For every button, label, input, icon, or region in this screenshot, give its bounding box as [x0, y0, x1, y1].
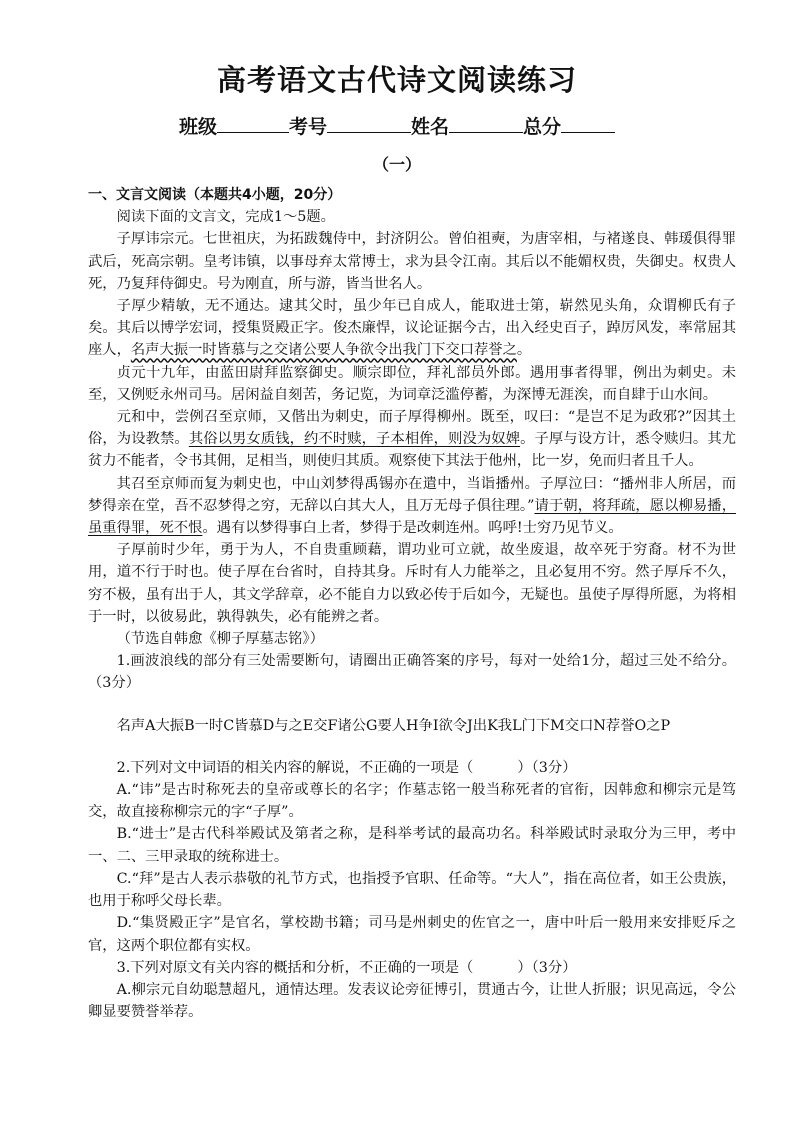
paragraph-2-end: 。 [516, 342, 532, 359]
passage-paragraph-4 [88, 406, 736, 473]
question-3-points: ）（3分） [517, 959, 577, 976]
passage-source: （节选自韩愈《柳子厚墓志铭》） [116, 631, 324, 648]
name-label: 姓名 [411, 116, 450, 138]
paragraph-4-text: 元和中，尝例召至京师，又偕出为刺史，而子厚得柳州。既至，叹曰：“是岂不足为政邪?”因其土俗，为设教禁。 [88, 409, 736, 448]
spacer [88, 737, 736, 757]
section-number: （一） [372, 155, 421, 174]
paragraph-5-text: 其召至京师而复为刺史也，中山刘梦得禹锡亦在遣中，当诣播州。子厚泣曰：“播州非人所居，而梦得亲在堂，吾不忍梦得之穷，无辞以白其大人，且万无母子俱往理。” [88, 475, 736, 514]
passage-paragraph-6: 子厚前时少年，勇于为人，不自贵重顾藉，谓功业可立就，故坐废退，故卒死于穷裔。材不为世用，道不行于时也。使子厚在台省时，自持其身。斥时有人力能举之，且必复用不穷。然子厚斥不久，穷不极，虽有出于人，其文学辞章，必不能自力以致必传于后如今，无疑也。虽使子厚得所愿，为将相于一时，以彼易此，孰得孰失，必有能辨之者。 [88, 542, 736, 625]
wavy-underlined-sentence: 名声大振一时皆慕与之交诸公要人争欲令出我门下交口荐誉之 [130, 342, 517, 359]
class-label: 班级 [178, 116, 217, 138]
underlined-sentence-1: 其俗以男女质钱，约不时赎，子本相侔，则没为奴婢 [188, 431, 521, 448]
class-blank[interactable] [217, 114, 289, 133]
score-blank[interactable] [561, 114, 615, 133]
question-3-option-a: A.柳宗元自幼聪慧超凡，通情达理。发表议论旁征博引，贯通古今，让世人折服；识见高远，令公卿显要赞誉举荐。 [88, 981, 736, 1021]
part-instruction: 阅读下面的文言文，完成1～5题。 [116, 209, 335, 226]
passage-paragraph-5 [88, 473, 736, 540]
question-1-options[interactable]: 名声A大振B一时C皆慕D与之E交F诸公G要人H争I欲令J出K我L门下M交口N荐誉O之P [116, 717, 671, 734]
document-title: 高考语文古代诗文阅读练习 [216, 63, 577, 97]
exam-no-label: 考号 [288, 116, 327, 138]
question-2-option-b: B.“进士”是古代科举殿试及第者之称，是科举考试的最高功名。科举殿试时录取分为三甲，考中一、二、三甲录取的统称进士。 [88, 826, 736, 865]
underlined-sentence-2: 请于朝，将拜疏，愿以柳易播，虽重得罪，死不恨 [88, 497, 737, 537]
document-body [88, 184, 736, 1023]
name-blank[interactable] [449, 114, 523, 133]
question-2-option-d: D.“集贤殿正字”是官名，掌校勘书籍；司马是州刺史的佐官之一，唐中叶后一般用来安排贬斥之官，这两个职位都有实权。 [88, 915, 736, 954]
question-1-stem: 1.画波浪线的部分有三处需要断句，请圈出正确答案的序号，每对一处给1分，超过三处不给分。（3分） [88, 653, 736, 692]
question-2-option-c: C.“拜”是古人表示恭敬的礼节方式，也指授予官职、任命等。“大人”，指在高位者，如王公贵族，也用于称呼父母长辈。 [88, 870, 736, 910]
score-label: 总分 [523, 116, 562, 138]
question-2-points: ）（3分） [517, 759, 577, 776]
question-3-stem [88, 957, 736, 979]
exam-no-blank[interactable] [327, 114, 411, 133]
question-2-stem-text: 2.下列对文中词语的相关内容的解说，不正确的一项是（ [116, 759, 474, 776]
passage-paragraph-2 [88, 295, 736, 362]
spacer [88, 695, 736, 715]
question-2-stem [88, 757, 736, 779]
question-2-option-a: A.“讳”是古时称死去的皇帝或尊长的名字；作墓志铭一般当称死者的官衔，因韩愈和柳宗元是笃交，故直接称柳宗元的字“子厚”。 [88, 782, 736, 821]
paragraph-4-end: 。子厚与设方计，悉令赎归。其尤贫力不能者，令书其佣，足相当，则使归其质。观察使下其法于他州，比一岁，免而归者且千人。 [88, 431, 737, 470]
student-info-line [0, 112, 794, 139]
paragraph-2-text: 子厚少精敏，无不通达。逮其父时，虽少年已自成人，能取进士第，崭然见头角，众谓柳氏有子矣。其后以博学宏词，授集贤殿正字。俊杰廉悍，议论证据今古，出入经史百子，踔厉风发，率常屈其座人， [88, 298, 736, 359]
paragraph-5-end: 。遇有以梦得事白上者，梦得于是改刺连州。呜呼!士穷乃见节义。 [202, 520, 623, 537]
passage-paragraph-1: 子厚讳宗元。七世祖庆，为拓跋魏侍中，封济阴公。曾伯祖奭，为唐宰相，与褚遂良、韩瑗俱得罪武后，死高宗朝。皇考讳镇，以事母弃太常博士，求为县令江南。其后以不能媚权贵，失御史。权贵人死，乃复拜侍御史。号为刚直，所与游，皆当世名人。 [88, 231, 736, 292]
part-heading: 一、文言文阅读（本题共4小题，20分） [88, 187, 342, 203]
passage-paragraph-3: 贞元十九年，由蓝田尉拜监察御史。顺宗即位，拜礼部员外郎。遇用事者得罪，例出为刺史。未至，又例贬永州司马。居闲益自刻苦，务记览，为词章泛滥停蓄，为深博无涯涘，而自肆于山水间。 [88, 364, 736, 403]
question-3-stem-text: 3.下列对原文有关内容的概括和分析，不正确的一项是（ [116, 959, 474, 976]
